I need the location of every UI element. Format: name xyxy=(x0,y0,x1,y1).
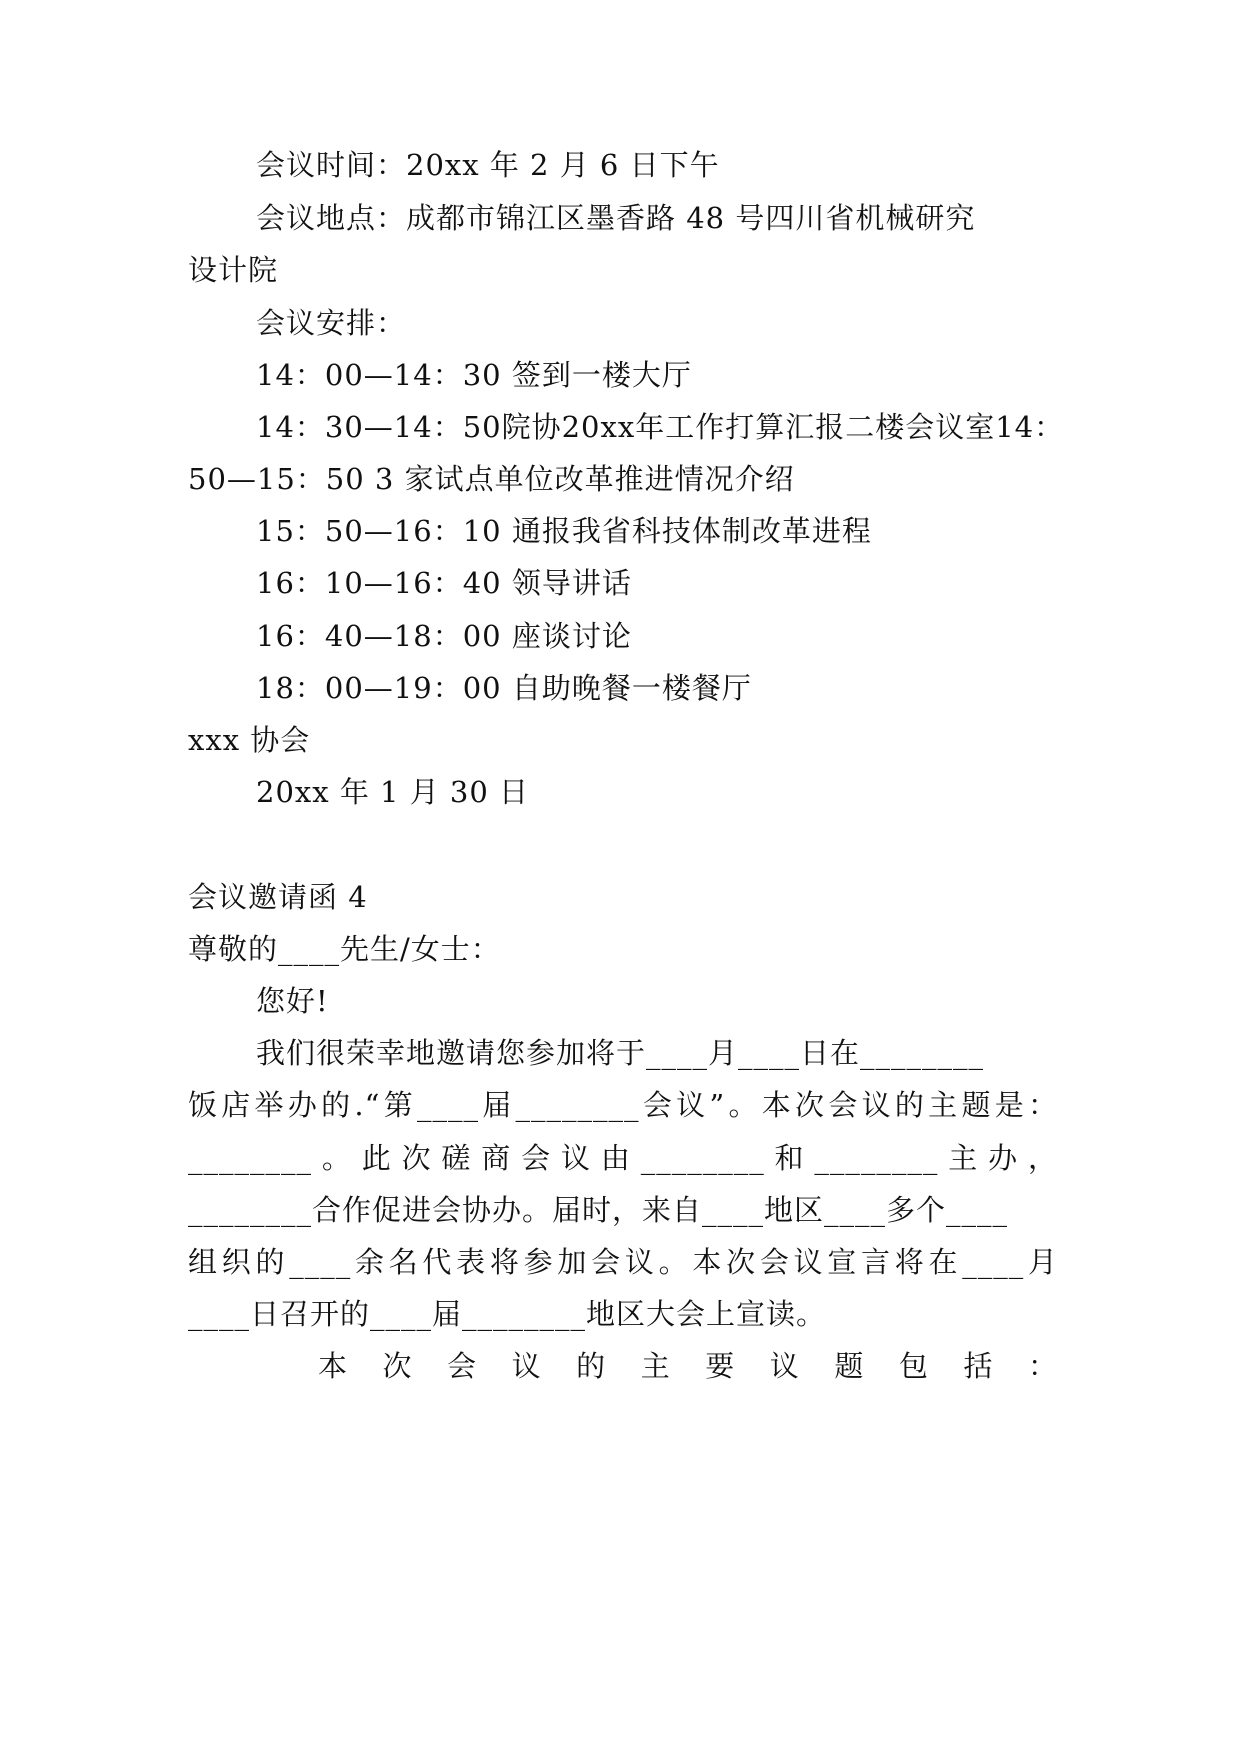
meeting-place-line-1: 会议地点：成都市锦江区墨香路 48 号四川省机械研究 xyxy=(256,201,976,235)
meeting-place-line-2: 设计院 xyxy=(188,253,279,287)
body-paragraph-line: ________合作促进会协办。届时，来自____地区____多个____ xyxy=(188,1193,1009,1227)
signature-date: 20xx 年 1 月 30 日 xyxy=(256,775,530,809)
body-paragraph-line: ________。此次磋商会议由________和________主办， xyxy=(188,1141,1058,1175)
body-paragraph-line: 我们很荣幸地邀请您参加将于____月____日在________ xyxy=(256,1036,985,1070)
schedule-item: 14：30—14：50院协20xx年工作打算汇报二楼会议室14： xyxy=(256,410,1065,444)
schedule-item: 16：10—16：40 领导讲话 xyxy=(256,566,632,600)
organizer-signature: xxx 协会 xyxy=(188,723,311,757)
greeting: 您好! xyxy=(256,984,329,1018)
body-paragraph-line: 组织的____余名代表将参加会议。本次会议宣言将在____月 xyxy=(188,1245,1058,1279)
body-paragraph-line: 饭店举办的.“第____届________会议”。本次会议的主题是： xyxy=(188,1088,1058,1122)
schedule-item: 16：40—18：00 座谈讨论 xyxy=(256,619,632,653)
meeting-arrangement-label: 会议安排： xyxy=(256,306,407,340)
section-title: 会议邀请函 4 xyxy=(188,880,368,914)
schedule-item: 15：50—16：10 通报我省科技体制改革进程 xyxy=(256,514,872,548)
body-paragraph-line: ____日召开的____届________地区大会上宣读。 xyxy=(188,1297,827,1331)
schedule-item: 18：00—19：00 自助晚餐一楼餐厅 xyxy=(256,671,752,705)
schedule-item: 14：00—14：30 签到一楼大厅 xyxy=(256,358,692,392)
salutation: 尊敬的____先生/女士： xyxy=(188,932,501,966)
meeting-time: 会议时间：20xx 年 2 月 6 日下午 xyxy=(256,148,720,182)
agenda-topics-intro: 本次会议的主要议题包括： xyxy=(318,1349,1058,1383)
schedule-item: 50—15：50 3 家试点单位改革推进情况介绍 xyxy=(188,462,795,496)
